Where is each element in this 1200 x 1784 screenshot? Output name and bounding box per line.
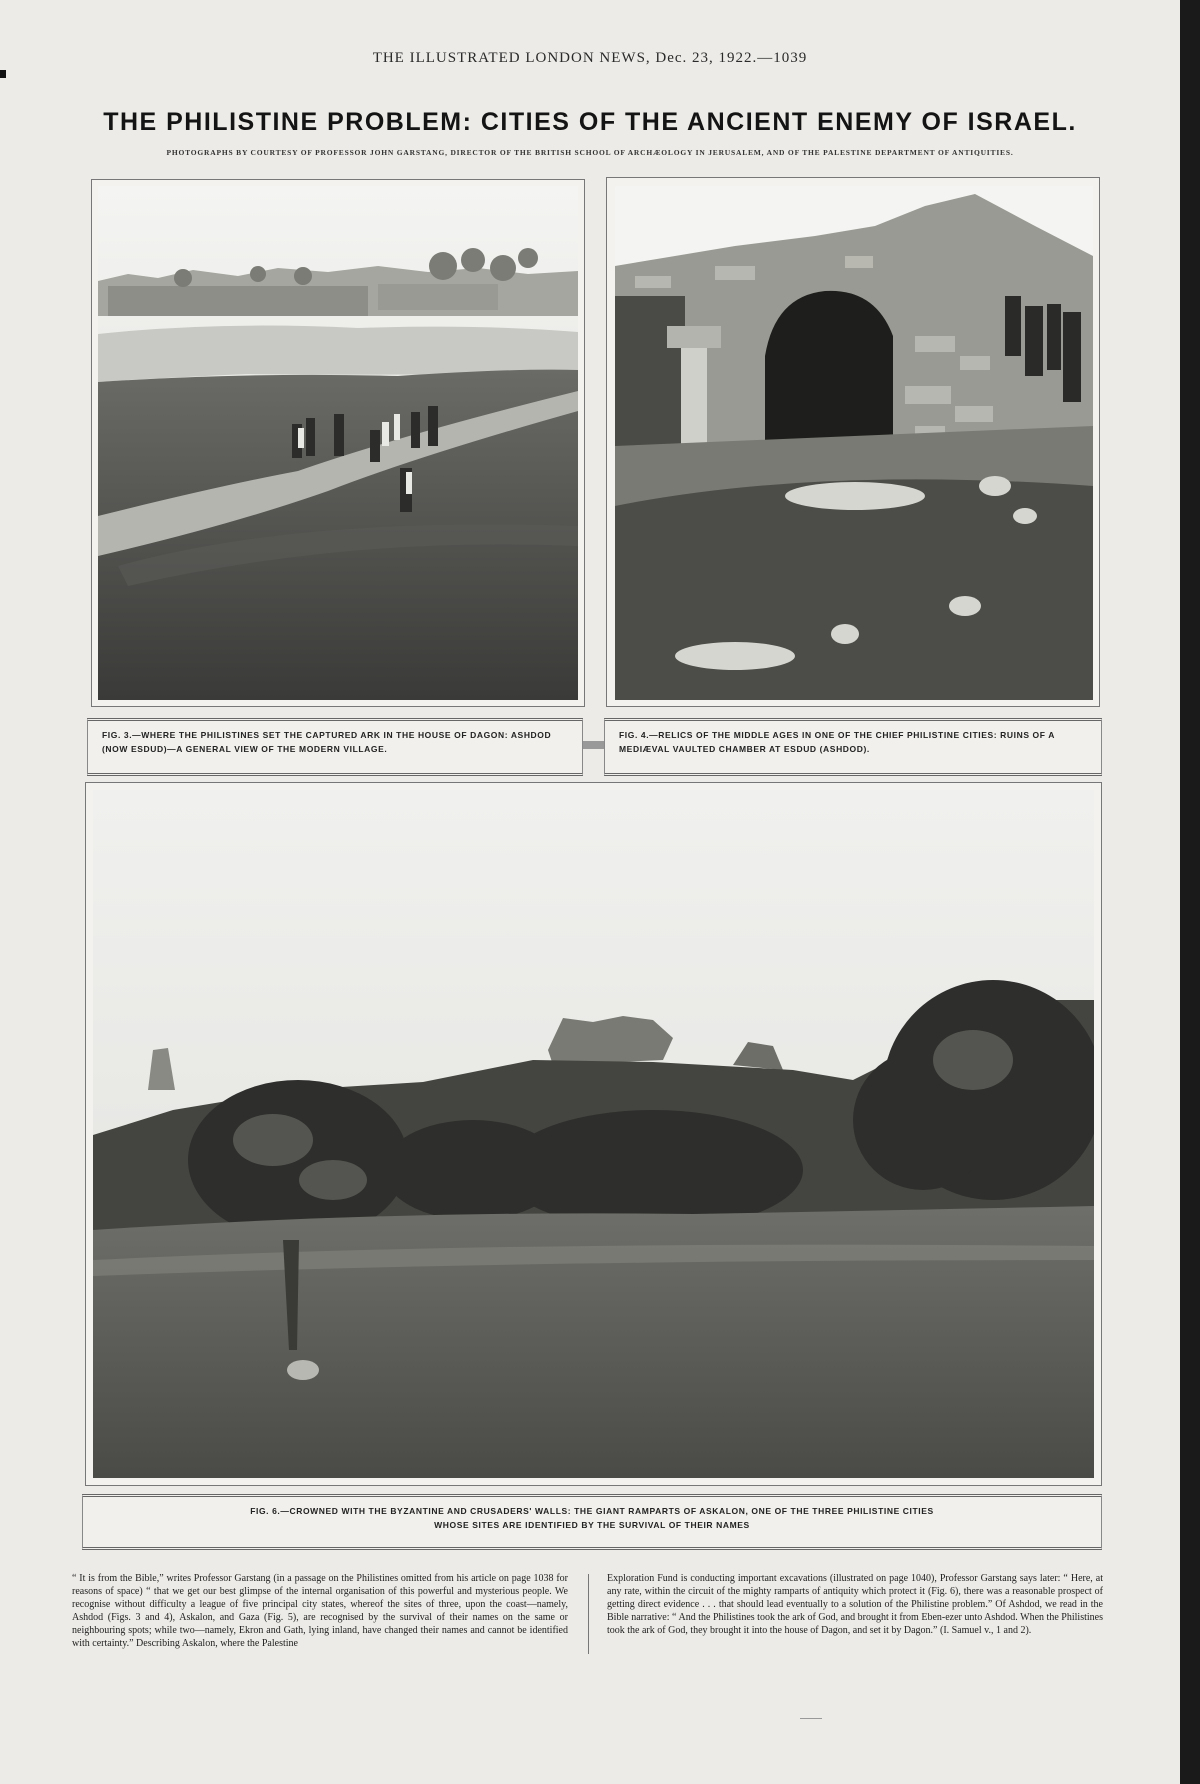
article-column-right: Exploration Fund is conducting important excavations (illustrated on page 1040), Professor Garstang says later: “ Here, at any rate, within the circuit of the mighty ramparts of antiquity which protect it (Fig. 6), there was a reasonable prospect of getting direct evidence . . . that should lead eventually to a solution of the Philistine problem.” Of Ashdod, we read in the Bible narrative: “ And the Philistines took the ark of God, and brought it from Eben-ezer unto Ashdod. When the Philistines took the ark of God, they brought it into the house of Dagon, and set it by Dagon.” (I. Samuel v., 1 and 2). bbox=[607, 1573, 1103, 1636]
masthead: THE ILLUSTRATED LONDON NEWS, Dec. 23, 1922.—1039 bbox=[372, 50, 808, 66]
fig3-frame bbox=[91, 179, 585, 707]
end-dash bbox=[800, 1718, 822, 1719]
fig6-caption-line2: WHOSE SITES ARE IDENTIFIED BY THE SURVIVAL OF THEIR NAMES bbox=[434, 1520, 750, 1530]
scan-edge-mark bbox=[0, 70, 6, 78]
fig3-photo-ashdod-village bbox=[98, 186, 578, 700]
fig3-caption-text: FIG. 3.—WHERE THE PHILISTINES SET THE CAPTURED ARK IN THE HOUSE OF DAGON: ASHDOD (NOW ESDUD)—A GENERAL VIEW OF THE MODERN VILLAGE. bbox=[102, 730, 552, 754]
fig6-frame bbox=[85, 782, 1102, 1486]
article-column-left: “ It is from the Bible,” writes Professor Garstang (in a passage on the Philistines omitted from his article on page 1038 for reasons of space) “ that we get our best glimpse of the internal organisation of this powerful and mysterious people. We recognise without difficulty a league of five principal city states, whereof the sites of three, upon the coast—namely, Ashdod (Figs. 3 and 4), Askalon, and Gaza (Fig. 5), are recognised by the survival of their names on the same or neighbouring spots; while two—namely, Ekron and Gath, lying inland, have changed their names and cannot be identified with certainty.” Describing Askalon, where the Palestine bbox=[72, 1573, 568, 1649]
page-headline: THE PHILISTINE PROBLEM: CITIES OF THE ANCIENT ENEMY OF ISRAEL. bbox=[103, 108, 1077, 136]
column-rule bbox=[588, 1574, 589, 1654]
fig4-frame bbox=[606, 177, 1100, 707]
fig6-photo-askalon-ramparts bbox=[93, 790, 1094, 1478]
fig4-photo-vaulted-chamber bbox=[615, 186, 1093, 700]
caption-connector bbox=[583, 741, 604, 749]
photo-credit: PHOTOGRAPHS BY COURTESY OF PROFESSOR JOHN GARSTANG, DIRECTOR OF THE BRITISH SCHOOL OF ARCHÆOLOGY IN JERUSALEM, AND OF THE PALESTINE DEPARTMENT OF ANTIQUITIES. bbox=[166, 148, 1014, 157]
fig6-caption bbox=[82, 1494, 1102, 1550]
fig3-caption bbox=[87, 718, 583, 776]
fig4-caption-text: FIG. 4.—RELICS OF THE MIDDLE AGES IN ONE OF THE CHIEF PHILISTINE CITIES: RUINS OF A MEDIÆVAL VAULTED CHAMBER AT ESDUD (ASHDOD). bbox=[619, 730, 1055, 754]
fig6-caption-line1: FIG. 6.—CROWNED WITH THE BYZANTINE AND CRUSADERS' WALLS: THE GIANT RAMPARTS OF ASKALON, ONE OF THE THREE PHILISTINE CITIES bbox=[250, 1506, 934, 1516]
fig4-caption bbox=[604, 718, 1102, 776]
